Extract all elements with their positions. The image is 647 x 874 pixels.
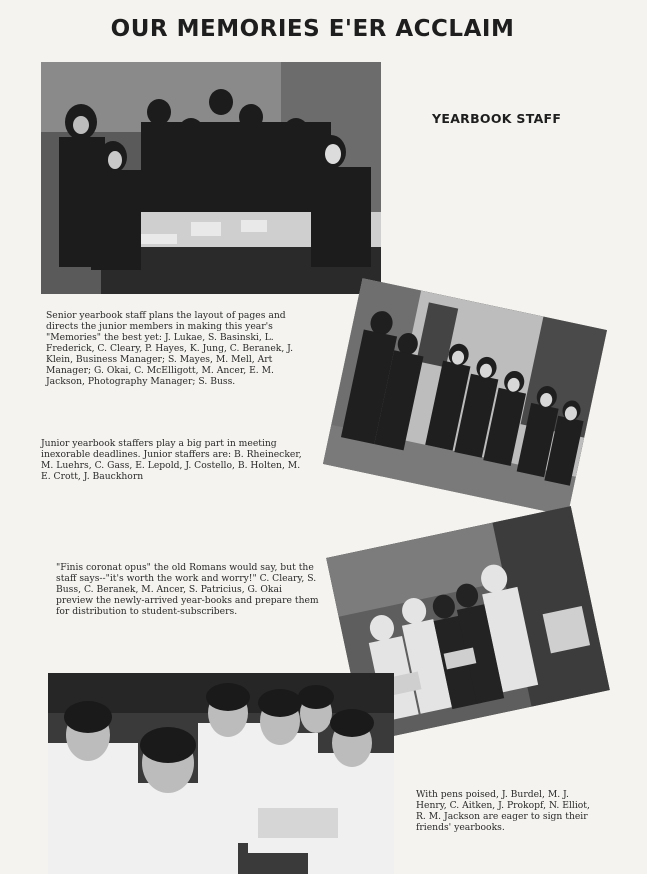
section-label: YEARBOOK STAFF [432, 111, 562, 126]
signing-yearbooks-photo [48, 673, 394, 874]
senior-staff-caption: Senior yearbook staff plans the layout of pages and directs the junior members in making this year's "Memories" the best yet: J. Lukae, S. Basinski, L. Frederick, C. Cleary, P. Hayes, K. Jung, C. Beranek, J. Klein, Business Manager; S. Mayes, M. Mell, Art Manager; G. Okai, C. McElligott, M. Ancer, E. M. Jackson, Photography Manager; S. Buss. [46, 310, 294, 387]
signing-yearbooks-caption: With pens poised, J. Burdel, M. J. Henry, C. Aitken, J. Prokopf, N. Elliot, R. M. Jackson are eager to sign their friends' yearbooks. [416, 789, 590, 833]
yearbook-preview-caption: "Finis coronat opus" the old Romans would say, but the staff says--"it's worth the work and worry!" C. Cleary, S. Buss, C. Beranek, M. Ancer, S. Patricius, G. Okai preview the newly-arrived year-books and prepare them for distribution to student-subscribers. [56, 562, 319, 617]
senior-staff-photo [41, 62, 381, 294]
junior-staff-photo [323, 278, 607, 516]
junior-staff-caption: Junior yearbook staffers play a big part in meeting inexorable deadlines. Junior staffers are: B. Rheinecker, M. Luehrs, C. Gass, E. Lepold, J. Costello, B. Holten, M. E. Crott, J. Bauckhorn [41, 438, 302, 482]
page-title: OUR MEMORIES E'ER ACCLAIM [110, 16, 515, 42]
